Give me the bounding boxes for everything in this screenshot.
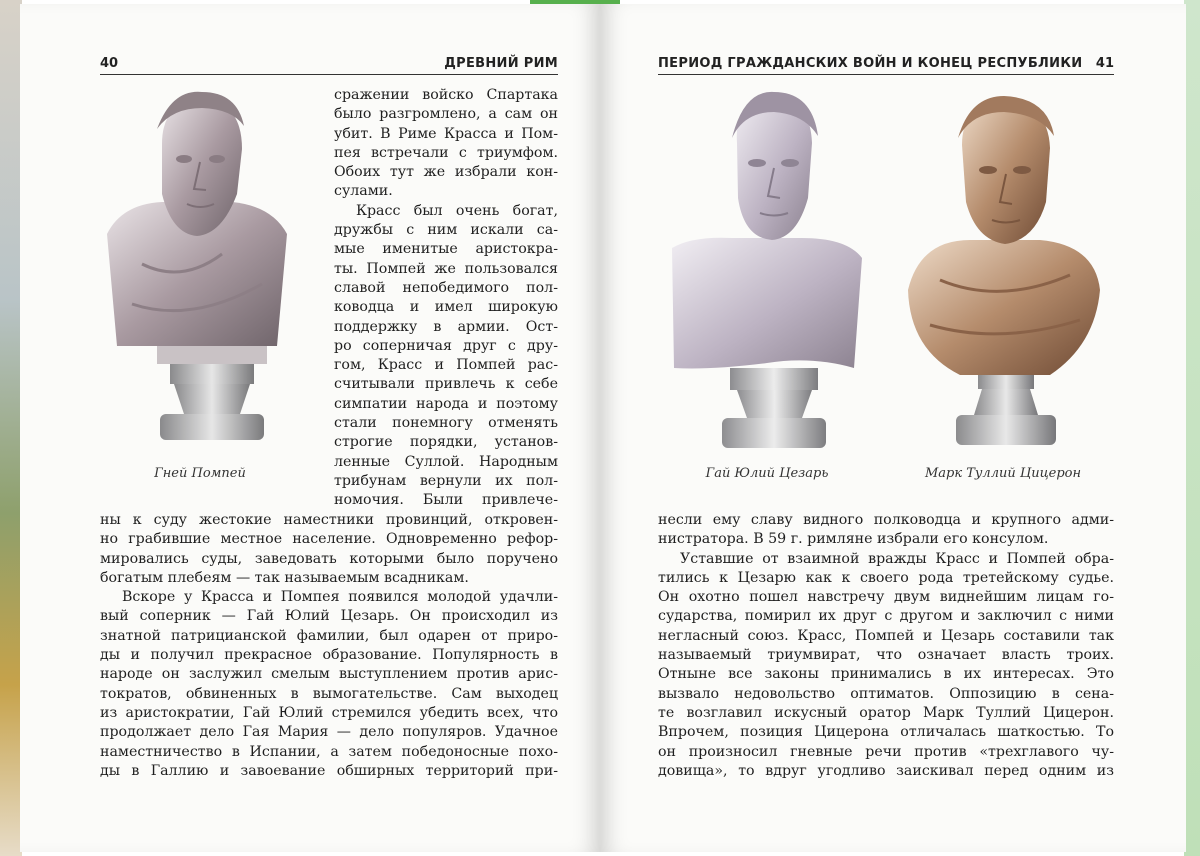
text-line: ленные Суллой. Народным bbox=[334, 453, 558, 470]
text-line: сударства, помирил их друг с другом и заключил с ними bbox=[658, 608, 1114, 625]
page-number-right: 41 bbox=[1095, 56, 1114, 71]
text-line: было разгромлено, а сам он bbox=[334, 106, 558, 123]
text-line: трибунам вернули их пол- bbox=[334, 472, 558, 489]
text-line: богатым плебеям — так называемым всадникам. bbox=[100, 569, 469, 586]
text-line: сражении войско Спартака bbox=[334, 87, 558, 103]
text-line: Уставшие от взаимной вражды Красс и Помпей обра- bbox=[680, 550, 1114, 567]
text-line: убит. В Риме Красса и Пом- bbox=[334, 125, 558, 142]
text-line: народе он заслужил смелым выступлением против арис- bbox=[100, 666, 558, 683]
caption-pompey: Гней Помпей bbox=[154, 466, 246, 481]
text-line: ды в Галлию и завоевание обширных территорий при- bbox=[100, 762, 558, 779]
caesar-bust-image bbox=[662, 88, 872, 454]
text-line: считывали привлечь к себе bbox=[334, 376, 558, 393]
text-line: Он охотно пошел навстречу двум виднейшим лицам го- bbox=[658, 589, 1114, 606]
text-line: негласный союз. Красс, Помпей и Цезарь составили так bbox=[658, 627, 1114, 644]
text-line: ны к суду жестокие наместники провинций, откровен- bbox=[100, 512, 558, 528]
text-line: мировались суды, заведовать которыми было поручено bbox=[100, 550, 558, 567]
text-line: тократов, обвиненных в вымогательстве. Сам выходец bbox=[100, 685, 558, 702]
text-line: но грабившие местное население. Одновременно рефор- bbox=[100, 531, 558, 548]
text-line: гом, Красс и Помпей рас- bbox=[334, 357, 558, 374]
page-number-left: 40 bbox=[100, 56, 119, 71]
text-line: ро соперничая друг с дру- bbox=[334, 337, 558, 354]
text-line: симпатии народа и поэтому bbox=[334, 395, 558, 412]
text-line: тились к Цезарю как к своего рода третейскому судье. bbox=[658, 569, 1114, 586]
text-line: номочия. Были привлече- bbox=[334, 492, 558, 509]
right-body-text bbox=[658, 511, 1114, 781]
left-full-width-text bbox=[100, 511, 558, 781]
text-line: он произносил гневные речи против «трехглавого чу- bbox=[658, 743, 1114, 760]
text-line: ты. Помпей же пользовался bbox=[334, 260, 558, 277]
pompey-bust-image bbox=[102, 84, 292, 454]
text-line: стали понемногу отменять bbox=[334, 415, 558, 432]
caption-cicero: Марк Туллий Цицерон bbox=[924, 466, 1082, 481]
text-line: Вскоре у Красса и Помпея появился молодой удачли- bbox=[122, 589, 558, 606]
left-narrow-column bbox=[334, 86, 558, 511]
text-line: наместничество в Испании, а затем победоносные похо- bbox=[100, 743, 558, 760]
right-running-head bbox=[658, 54, 1114, 75]
cicero-bust-image bbox=[900, 90, 1106, 454]
text-line: довища», то вдруг угодливо заискивал перед одним из bbox=[658, 762, 1114, 779]
right-page bbox=[600, 4, 1186, 852]
text-line: сулами. bbox=[334, 183, 393, 200]
left-running-head bbox=[100, 54, 558, 75]
text-line: из аристократии, Гай Юлий стремился убедить всех, что bbox=[100, 704, 558, 721]
text-line: Красс был очень богат, bbox=[356, 202, 558, 219]
text-line: ководца и имел широкую bbox=[334, 299, 558, 316]
book-cover-edge-left bbox=[0, 0, 22, 856]
caption-caesar: Гай Юлий Цезарь bbox=[705, 466, 829, 481]
text-line: те возглавил искусный оратор Марк Туллий Цицерон. bbox=[658, 704, 1114, 721]
text-line: мые именитые аристокра- bbox=[334, 241, 558, 258]
text-line: Отныне все законы принимались в их интересах. Это bbox=[658, 666, 1114, 683]
text-line: вый соперник — Гай Юлий Цезарь. Он происходил из bbox=[100, 608, 558, 625]
text-line: нистратора. В 59 г. римляне избрали его консулом. bbox=[658, 531, 1049, 548]
text-line: поддержку в армии. Ост- bbox=[334, 318, 558, 335]
running-head-title-right: ПЕРИОД ГРАЖДАНСКИХ ВОЙН И КОНЕЦ РЕСПУБЛИКИ bbox=[658, 56, 1083, 71]
text-line: дружбы с ним искали са- bbox=[334, 222, 558, 239]
text-line: продолжает дело Гая Мария — дело популяров. Удачное bbox=[100, 724, 558, 741]
text-line: строгие порядки, установ- bbox=[334, 434, 558, 451]
text-line: называемый триумвират, что означает власть троих. bbox=[658, 647, 1114, 664]
text-line: Обоих тут же избрали кон- bbox=[334, 164, 558, 181]
text-line: Впрочем, позиция Цицерона отличалась шаткостью. То bbox=[658, 724, 1114, 741]
book-cover-edge-right bbox=[1184, 0, 1200, 856]
text-line: славой непобедимого пол- bbox=[334, 279, 558, 296]
left-page bbox=[20, 4, 600, 852]
text-line: пея встречали с триумфом. bbox=[334, 144, 558, 161]
text-line: несли ему славу видного полководца и крупного адми- bbox=[658, 512, 1114, 528]
running-head-title-left: ДРЕВНИЙ РИМ bbox=[444, 56, 558, 71]
text-line: знатной патрицианской фамилии, был одарен от приро- bbox=[100, 627, 558, 644]
text-line: вызвало недовольство оптиматов. Оппозицию в сена- bbox=[658, 685, 1114, 702]
text-line: ды и получил прекрасное образование. Популярность в bbox=[100, 647, 558, 664]
